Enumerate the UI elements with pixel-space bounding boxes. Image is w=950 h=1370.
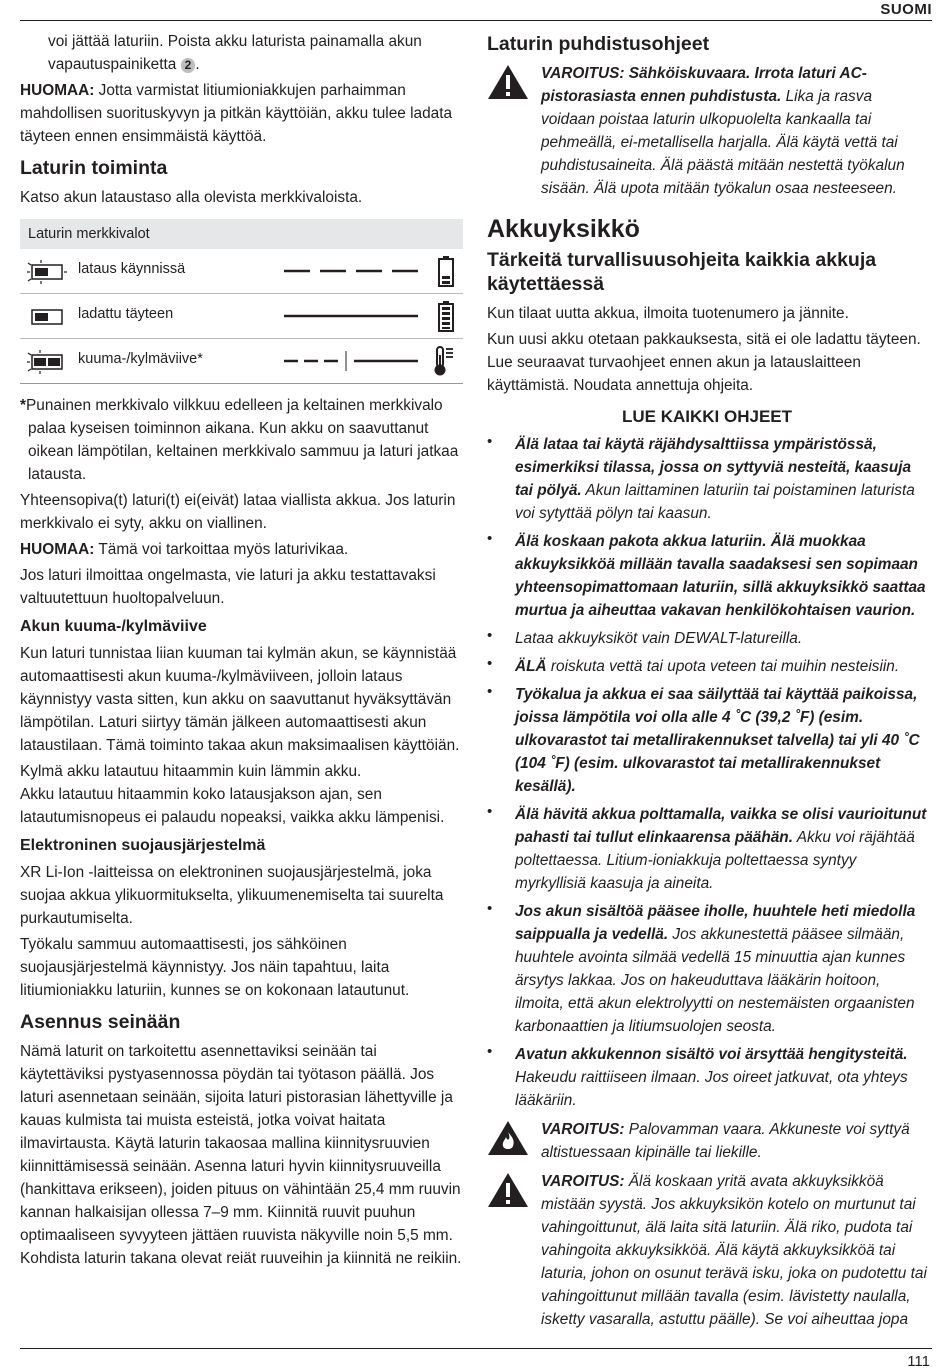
- paragraph-protection-1: XR Li-Ion -laitteissa on elektroninen suojausjärjestelmä, joka suojaa akkua ylikuormitukselta, ylikuumenemiselta tai suurelta purkautumiselta.: [20, 864, 444, 927]
- solid-led-icon: [26, 305, 68, 333]
- paragraph-delay-3: Akku latautuu hitaammin koko latausjakson ajan, sen latautumisnopeus ei palaudu nopeaksi, vaikka akku lämpenisi.: [20, 786, 445, 826]
- table-row-charging: lataus käynnissä: [20, 249, 463, 294]
- battery-full-icon: [437, 300, 455, 336]
- list-item: • Lataa akkuyksiköt vain DEWALT-latureilla.: [487, 627, 803, 647]
- paragraph-service: Jos laturi ilmoittaa ongelmasta, vie laturi ja akku testattavaksi valtuutettuun huoltopalveluun.: [20, 567, 436, 607]
- left-column: [20, 30, 463, 1273]
- list-item: • ÄLÄ roiskuta vettä tai upota veteen tai muihin nesteisiin.: [487, 655, 900, 675]
- list-item: • Älä hävitä akkua polttamalla, vaikka se olisi vaurioitunut pahasti tai tullut elinkaarensa päähän. Akku voi räjähtää poltettaessa. Litium-ioniakkuja poltettaessa syntyy myrkyllisiä kaasuja ja aineita.: [487, 803, 927, 892]
- heading-charger-operation: Laturin toiminta: [20, 157, 168, 179]
- callout-number-badge: 2: [181, 58, 196, 73]
- heading-battery-pack: Akkuyksikkö: [487, 215, 640, 243]
- double-led-icon: [26, 350, 68, 378]
- page-footer: [20, 1348, 932, 1370]
- table-row-charged: ladattu täyteen: [20, 294, 463, 339]
- list-item: • Älä lataa tai käytä räjähdysalttiissa ympäristössä, esimerkiksi tilassa, jossa on syttyviä nesteitä, kaasuja tai pölyä. Akun laittaminen laturiin tai poistaminen laturista voi sytyttää pölyn tai kaasun.: [487, 433, 915, 522]
- list-item: • Jos akun sisältöä pääsee iholle, huuhtele heti miedolla saippualla ja vedellä. Jos akkunestettä pääsee silmään, huuhtele avointa silmää vedellä 15 minuuttia ajan kunnes ärsytys lakkaa. Jos on hakeuduttava lääkärin hoitoon, ilmoita, että akun elektrolyytti on nestemäisten orgaanisten karbonaattien ja litiumsuolojen seosta.: [487, 900, 916, 1035]
- blinking-led-icon: [26, 260, 68, 288]
- paragraph-see-indicators: Katso akun lataustaso alla olevista merkkivaloista.: [20, 189, 363, 206]
- page-number: 111: [907, 1353, 930, 1370]
- paragraph-wall-mounting: Nämä laturit on tarkoitettu asennettaviksi seinään tai käytettäviksi pystyasennossa pöydän tai työtason päällä. Jos laturi asennetaan seinään, sijoita laturi pistorasian lähettyville ja kauas kulmista tai muista esteistä, jotka voivat haitata ilmavirtausta. Käytä laturin takaosaa mallina kiinnitysruuvien kiinnittämisessä seinään. Asenna laturi hyvin kiinnitysruuveilla (hankittava erikseen), joiden pituus on vähintään 25,4 mm ruuvin kannan halkaisijan ollessa 7–9 mm. Kiinnitä ruuvit puuhun optimaaliseen syvyyteen jättäen ruuvista näkyville noin 5,5 mm. Kohdista laturin takana olevat reiät ruuveihin ja kiinnitä ne reikiin.: [20, 1043, 462, 1267]
- page-header: [20, 0, 932, 21]
- heading-cleaning: Laturin puhdistusohjeet: [487, 33, 710, 55]
- warning-electric-shock: VAROITUS: Sähköiskuvaara. Irrota laturi AC-pistorasiasta ennen puhdistusta. Lika ja rasva voidaan poistaa laturin ulkopuolelta kankaalla tai pehmeällä, ei-metallisella harjalla. Älä käytä vettä tai puhdistusaineita. Älä päästä mitään nestettä työkalun sisään. Älä upota mitään työkalun osaa nesteeseen.: [487, 62, 927, 200]
- heading-read-all: LUE KAIKKI OHJEET: [621, 407, 793, 426]
- delay-pattern-icon: [282, 351, 422, 371]
- solid-pattern-icon: [282, 306, 422, 326]
- list-item: • Älä koskaan pakota akkua laturiin. Älä muokkaa akkuyksikköä millään tavalla saadaksesi sen sopimaan yhteensopimattomaan laturiin, sillä akkuyksikkö saattaa murtua ja aiheuttaa vakavan henkilökohtaisen vaurion.: [487, 530, 926, 619]
- fire-warning-icon: [487, 1120, 529, 1161]
- table-row-hot-cold-delay: kuuma-/kylmäviive*: [20, 339, 463, 383]
- paragraph-compatible: Yhteensopiva(t) laturi(t) ei(eivät) lataa viallista akkua. Jos laturin merkkivalo ei syty, akku on viallinen.: [20, 492, 456, 532]
- warning-triangle-icon: [487, 64, 529, 105]
- list-item: • Työkalua ja akkua ei saa säilyttää tai käyttää paikoissa, joissa lämpötila voi olla alle 4 ˚C (39,2 ˚F) (esim. ulkovarastot tai metallirakennukset talvella) tai yli 40 ˚C (104 ˚F) (esim. ulkovarastot tai metallirakennukset kesällä).: [487, 683, 920, 795]
- heading-safety-instructions: Tärkeitä turvallisuusohjeita kaikkia akkuja käytettäessä: [487, 249, 877, 295]
- heading-protection-system: Elektroninen suojausjärjestelmä: [20, 837, 266, 854]
- note-charger-fault: HUOMAA: Tämä voi tarkoittaa myös laturivikaa.: [20, 541, 349, 558]
- paragraph-delay-1: Kun laturi tunnistaa liian kuuman tai kylmän akun, se käynnistää automaattisesti akun kuuma-/kylmäviiveen, jolloin lataus käynnistyy vasta sitten, kun akku on saavuttanut hyväksyttävän lämpötilan. Laturi siirtyy tämän jälkeen automaattisesti akun lataustilaan. Tämä toiminto takaa akun maksimaalisen käyttöiän.: [20, 645, 460, 754]
- language-label: SUOMI: [880, 1, 932, 18]
- list-item: • Avatun akkukennon sisältö voi ärsyttää hengitysteitä. Hakeudu raittiiseen ilmaan. Jos oireet jatkuvat, ota yhteys lääkäriin.: [487, 1043, 908, 1109]
- warning-do-not-open: VAROITUS: Älä koskaan yritä avata akkuyksikköä mistään syystä. Jos akkuyksikön kotelo on murtunut tai vahingoittunut, älä laita sitä laturiin. Älä riko, pudota tai vahingoita akkuyksikköä. Älä käytä akkuyksikköä tai laturia, johon on osunut terävä isku, joka on pudotettu tai vahingoittunut millään tavalla (esim. lävistetty naulalla, isketty vasaralla, astuttu päälle). Se voi aiheuttaa jopa: [487, 1170, 927, 1331]
- paragraph-remove-battery: voi jättää laturiin. Poista akku laturista painamalla akun vapautuspainiketta 2 .: [48, 33, 422, 73]
- warning-triangle-icon: [487, 1172, 529, 1213]
- charger-indicator-table: [20, 219, 463, 384]
- paragraph-order: Kun tilaat uutta akkua, ilmoita tuotenumero ja jännite.: [487, 305, 849, 322]
- warning-burn: VAROITUS: Palovamman vaara. Akkuneste voi syttyä altistuessaan kipinälle tai liekille.: [487, 1118, 927, 1164]
- heading-hot-cold-delay: Akun kuuma-/kylmäviive: [20, 618, 207, 635]
- blink-pattern-icon: [282, 261, 422, 281]
- footnote-star: *Punainen merkkivalo vilkkuu edelleen ja keltainen merkkivalo palaa kyseisen toiminnon aikana. Kun akku on saavuttanut oikean lämpötilan, keltainen merkkivalo sammuu ja laturi jatkaa latausta.: [20, 397, 459, 483]
- paragraph-protection-2: Työkalu sammuu automaattisesti, jos sähköinen suojausjärjestelmä käynnistyy. Jos näin tapahtuu, laita litiumioniakku laturiin, kunnes se on kokonaan latautunut.: [20, 936, 410, 999]
- paragraph-new-battery: Kun uusi akku otetaan pakkauksesta, sitä ei ole ladattu täyteen. Lue seuraavat turvaohjeet ennen akun ja latauslaitteen käyttämistä. Noudata annettuja ohjeita.: [487, 331, 921, 394]
- right-column: [487, 30, 927, 1337]
- table-header: Laturin merkkivalot: [20, 219, 463, 249]
- heading-wall-mounting: Asennus seinään: [20, 1011, 181, 1033]
- note-first-charge: HUOMAA: Jotta varmistat litiumioniakkujen parhaimman mahdollisen suorituskyvyn ja pitkän käyttöiän, akku tulee ladata täyteen ennen ensimmäistä käyttöä.: [20, 82, 453, 145]
- battery-charging-icon: [437, 255, 455, 291]
- paragraph-delay-2: Kylmä akku latautuu hitaammin kuin lämmin akku.: [20, 763, 362, 780]
- thermometer-icon: [433, 345, 455, 381]
